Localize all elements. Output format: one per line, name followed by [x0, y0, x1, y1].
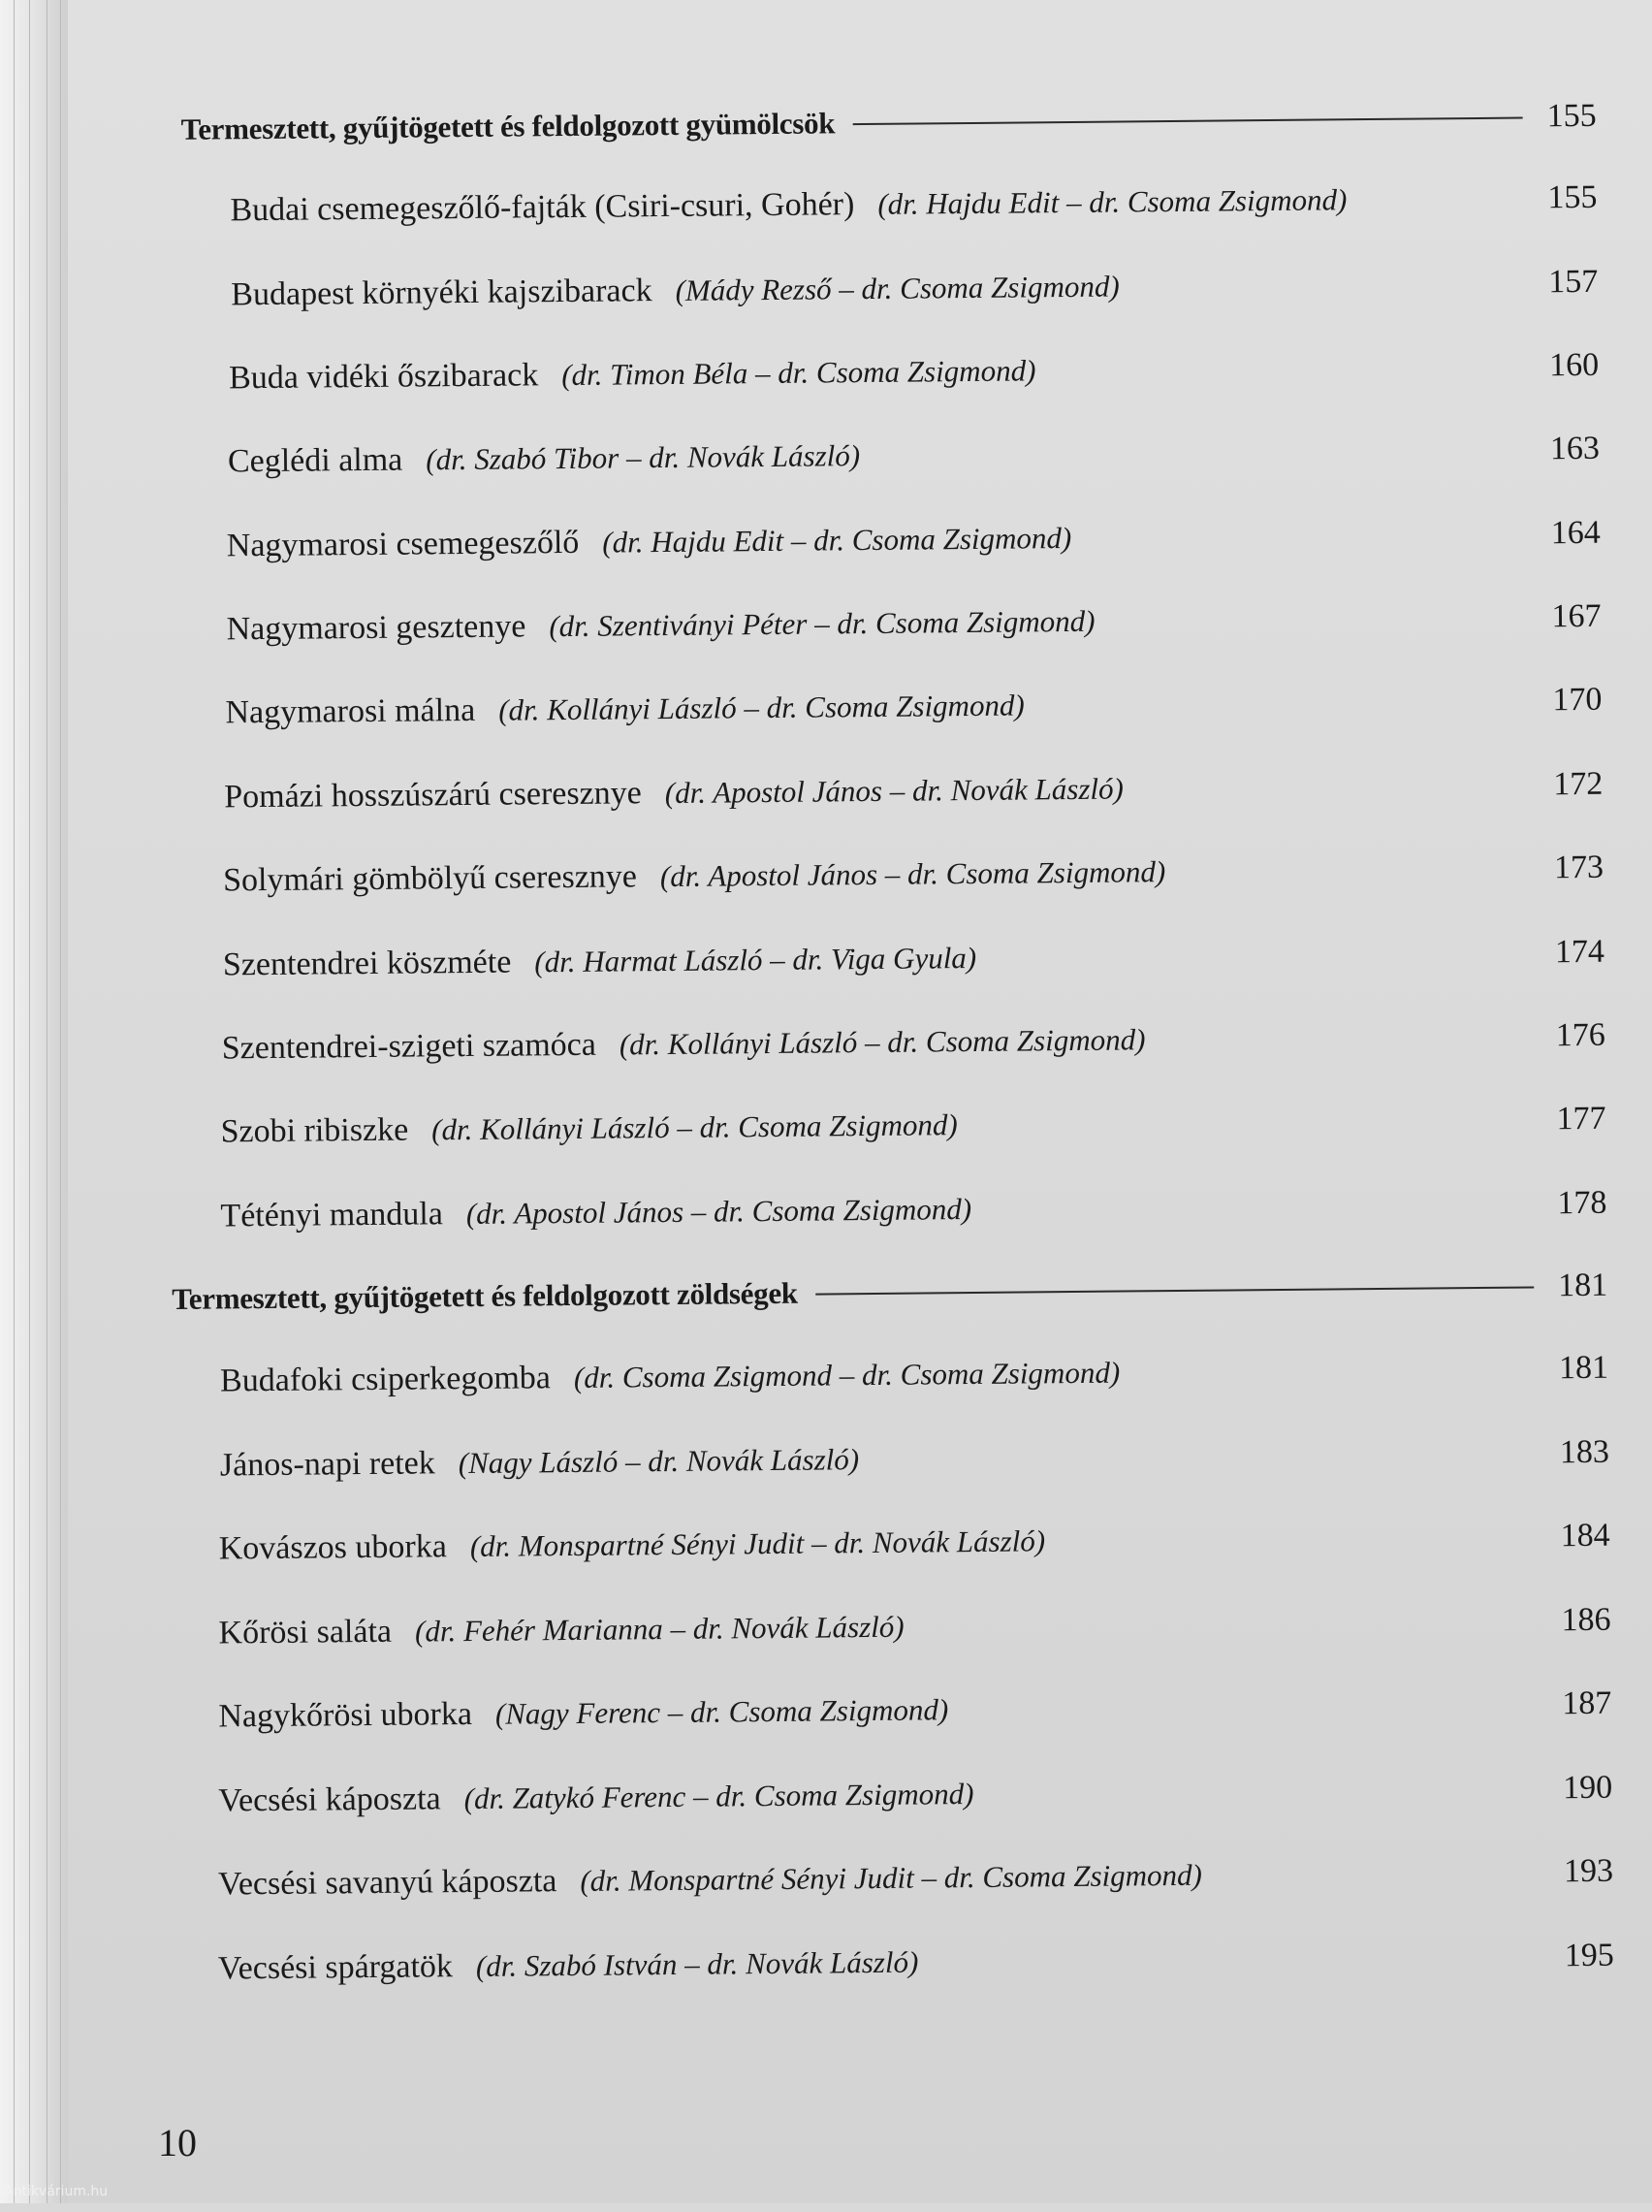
page-number: 155 — [1546, 97, 1597, 135]
toc-entry — [220, 1185, 1606, 1247]
toc-entry — [218, 1685, 1611, 1747]
toc-entry — [230, 179, 1597, 241]
entry-author: (dr. Kollányi László – dr. Csoma Zsigmond) — [431, 1107, 958, 1147]
entry-author: (dr. Szentiványi Péter – dr. Csoma Zsigmond) — [549, 603, 1096, 644]
page-number: 177 — [1556, 1100, 1606, 1138]
toc-entry — [220, 1101, 1605, 1163]
page-number: 164 — [1550, 514, 1601, 552]
entry-author: (Nagy László – dr. Novák László) — [458, 1442, 860, 1481]
entry-title: Tétényi mandula — [220, 1196, 444, 1234]
page-number: 155 — [1547, 178, 1598, 216]
page-number: 157 — [1548, 263, 1599, 301]
toc-entry — [222, 1017, 1605, 1079]
entry-title: Szentendrei-szigeti szamóca — [221, 1026, 597, 1067]
entry-title: Nagykőrösi uborka — [218, 1695, 473, 1735]
entry-author: (dr. Apostol János – dr. Csoma Zsigmond) — [659, 854, 1166, 894]
entry-author: (dr. Apostol János – dr. Csoma Zsigmond) — [465, 1192, 972, 1232]
entry-author: (dr. Kollányi László – dr. Csoma Zsigmond) — [498, 688, 1025, 727]
entry-author: (dr. Monspartné Sényi Judit – dr. Csoma Zsigmond) — [580, 1857, 1203, 1898]
entry-title: Kovászos uborka — [218, 1528, 448, 1567]
entry-author: (dr. Hajdu Edit – dr. Csoma Zsigmond) — [877, 182, 1348, 221]
entry-title: Nagymarosi gesztenye — [226, 608, 526, 648]
entry-title: Budapest környéki kajszibarack — [231, 272, 652, 313]
entry-author: (dr. Szabó István – dr. Novák László) — [475, 1944, 919, 1983]
toc-entry — [225, 682, 1602, 744]
page-number: 187 — [1562, 1684, 1612, 1722]
toc-entry — [219, 1518, 1610, 1580]
entry-author: (dr. Monspartné Sényi Judit – dr. Novák László) — [469, 1523, 1046, 1564]
section-heading-fruits — [181, 98, 1597, 160]
watermark: Antikvárium.hu — [4, 2184, 109, 2199]
entry-title: Vecsési káposzta — [218, 1780, 441, 1819]
entry-title: János-napi retek — [219, 1445, 435, 1484]
toc-entry — [228, 431, 1600, 493]
entry-author: (dr. Harmat László – dr. Viga Gyula) — [534, 940, 977, 979]
entry-title: Kőrösi saláta — [218, 1613, 393, 1651]
entry-author: (dr. Szabó Tibor – dr. Novák László) — [426, 438, 861, 477]
toc-entry — [218, 1602, 1610, 1664]
toc-entry — [220, 1434, 1609, 1496]
toc-entry — [223, 850, 1604, 912]
toc-entry — [223, 934, 1604, 996]
page-number: 176 — [1555, 1016, 1605, 1054]
leader-line — [852, 117, 1522, 126]
section-heading-vegetables — [172, 1267, 1607, 1330]
entry-author: (dr. Apostol János – dr. Novák László) — [664, 771, 1125, 811]
page-number: 170 — [1552, 681, 1603, 719]
page-number: 160 — [1548, 346, 1600, 384]
leader-line — [815, 1286, 1534, 1295]
page-number: 163 — [1549, 430, 1601, 467]
toc-entry — [227, 515, 1601, 577]
toc-entry — [229, 347, 1599, 409]
entry-title: Nagymarosi málna — [225, 691, 476, 731]
toc-entry — [231, 264, 1598, 326]
entry-title: Budai csemegeszőlő-fajták (Csiri-csuri, Gohér) — [230, 186, 855, 229]
entry-title: Ceglédi alma — [227, 441, 403, 480]
entry-title: Pomázi hosszúszárú cseresznye — [224, 775, 642, 816]
page-folio: 10 — [158, 2121, 197, 2164]
entry-author: (dr. Csoma Zsigmond – dr. Csoma Zsigmond) — [573, 1355, 1121, 1395]
entry-title: Nagymarosi csemegeszőlő — [226, 524, 580, 564]
page-number: 174 — [1554, 933, 1605, 971]
entry-author: (Nagy Ferenc – dr. Csoma Zsigmond) — [494, 1692, 949, 1731]
page-number: 186 — [1561, 1601, 1611, 1639]
entry-author: (Mády Rezső – dr. Csoma Zsigmond) — [675, 269, 1120, 307]
entry-author: (dr. Zatykó Ferenc – dr. Csoma Zsigmond) — [463, 1777, 974, 1816]
toc-entry — [224, 766, 1603, 828]
toc-entry — [218, 1938, 1614, 2000]
page-number: 183 — [1559, 1433, 1610, 1471]
toc-entry — [226, 598, 1601, 660]
page-number: 190 — [1562, 1769, 1613, 1807]
toc-entry — [220, 1350, 1608, 1412]
entry-author: (dr. Fehér Marianna – dr. Novák László) — [414, 1609, 905, 1649]
entry-title: Budafoki csiperkegomba — [219, 1360, 552, 1399]
page-number: 167 — [1551, 597, 1602, 635]
entry-title: Solymári gömbölyű cseresznye — [222, 858, 638, 899]
entry-author: (dr. Kollányi László – dr. Csoma Zsigmond) — [619, 1022, 1146, 1062]
page-number: 184 — [1560, 1517, 1610, 1555]
page-number: 173 — [1553, 849, 1604, 886]
page-number: 181 — [1558, 1266, 1608, 1304]
entry-title: Vecsési spárgatök — [217, 1948, 454, 1987]
toc-entry — [218, 1770, 1612, 1832]
section-title: Termesztett, gyűjtögetett és feldolgozott gyümölcsök — [180, 106, 836, 146]
toc-entry — [218, 1853, 1613, 1915]
page-number: 195 — [1564, 1937, 1615, 1974]
entry-author: (dr. Hajdu Edit – dr. Csoma Zsigmond) — [602, 521, 1072, 560]
page-number: 172 — [1553, 765, 1604, 803]
entry-title: Szobi ribiszke — [220, 1111, 409, 1150]
entry-author: (dr. Timon Béla – dr. Csoma Zsigmond) — [561, 353, 1036, 393]
entry-title: Buda vidéki őszibarack — [228, 357, 539, 397]
section-title: Termesztett, gyűjtögetett és feldolgozott zöldségek — [172, 1275, 798, 1316]
page-number: 178 — [1557, 1184, 1607, 1222]
entry-title: Szentendrei köszméte — [222, 944, 512, 983]
entry-title: Vecsési savanyú káposzta — [217, 1863, 557, 1903]
page-number: 181 — [1558, 1349, 1609, 1387]
page-number: 193 — [1563, 1852, 1614, 1890]
